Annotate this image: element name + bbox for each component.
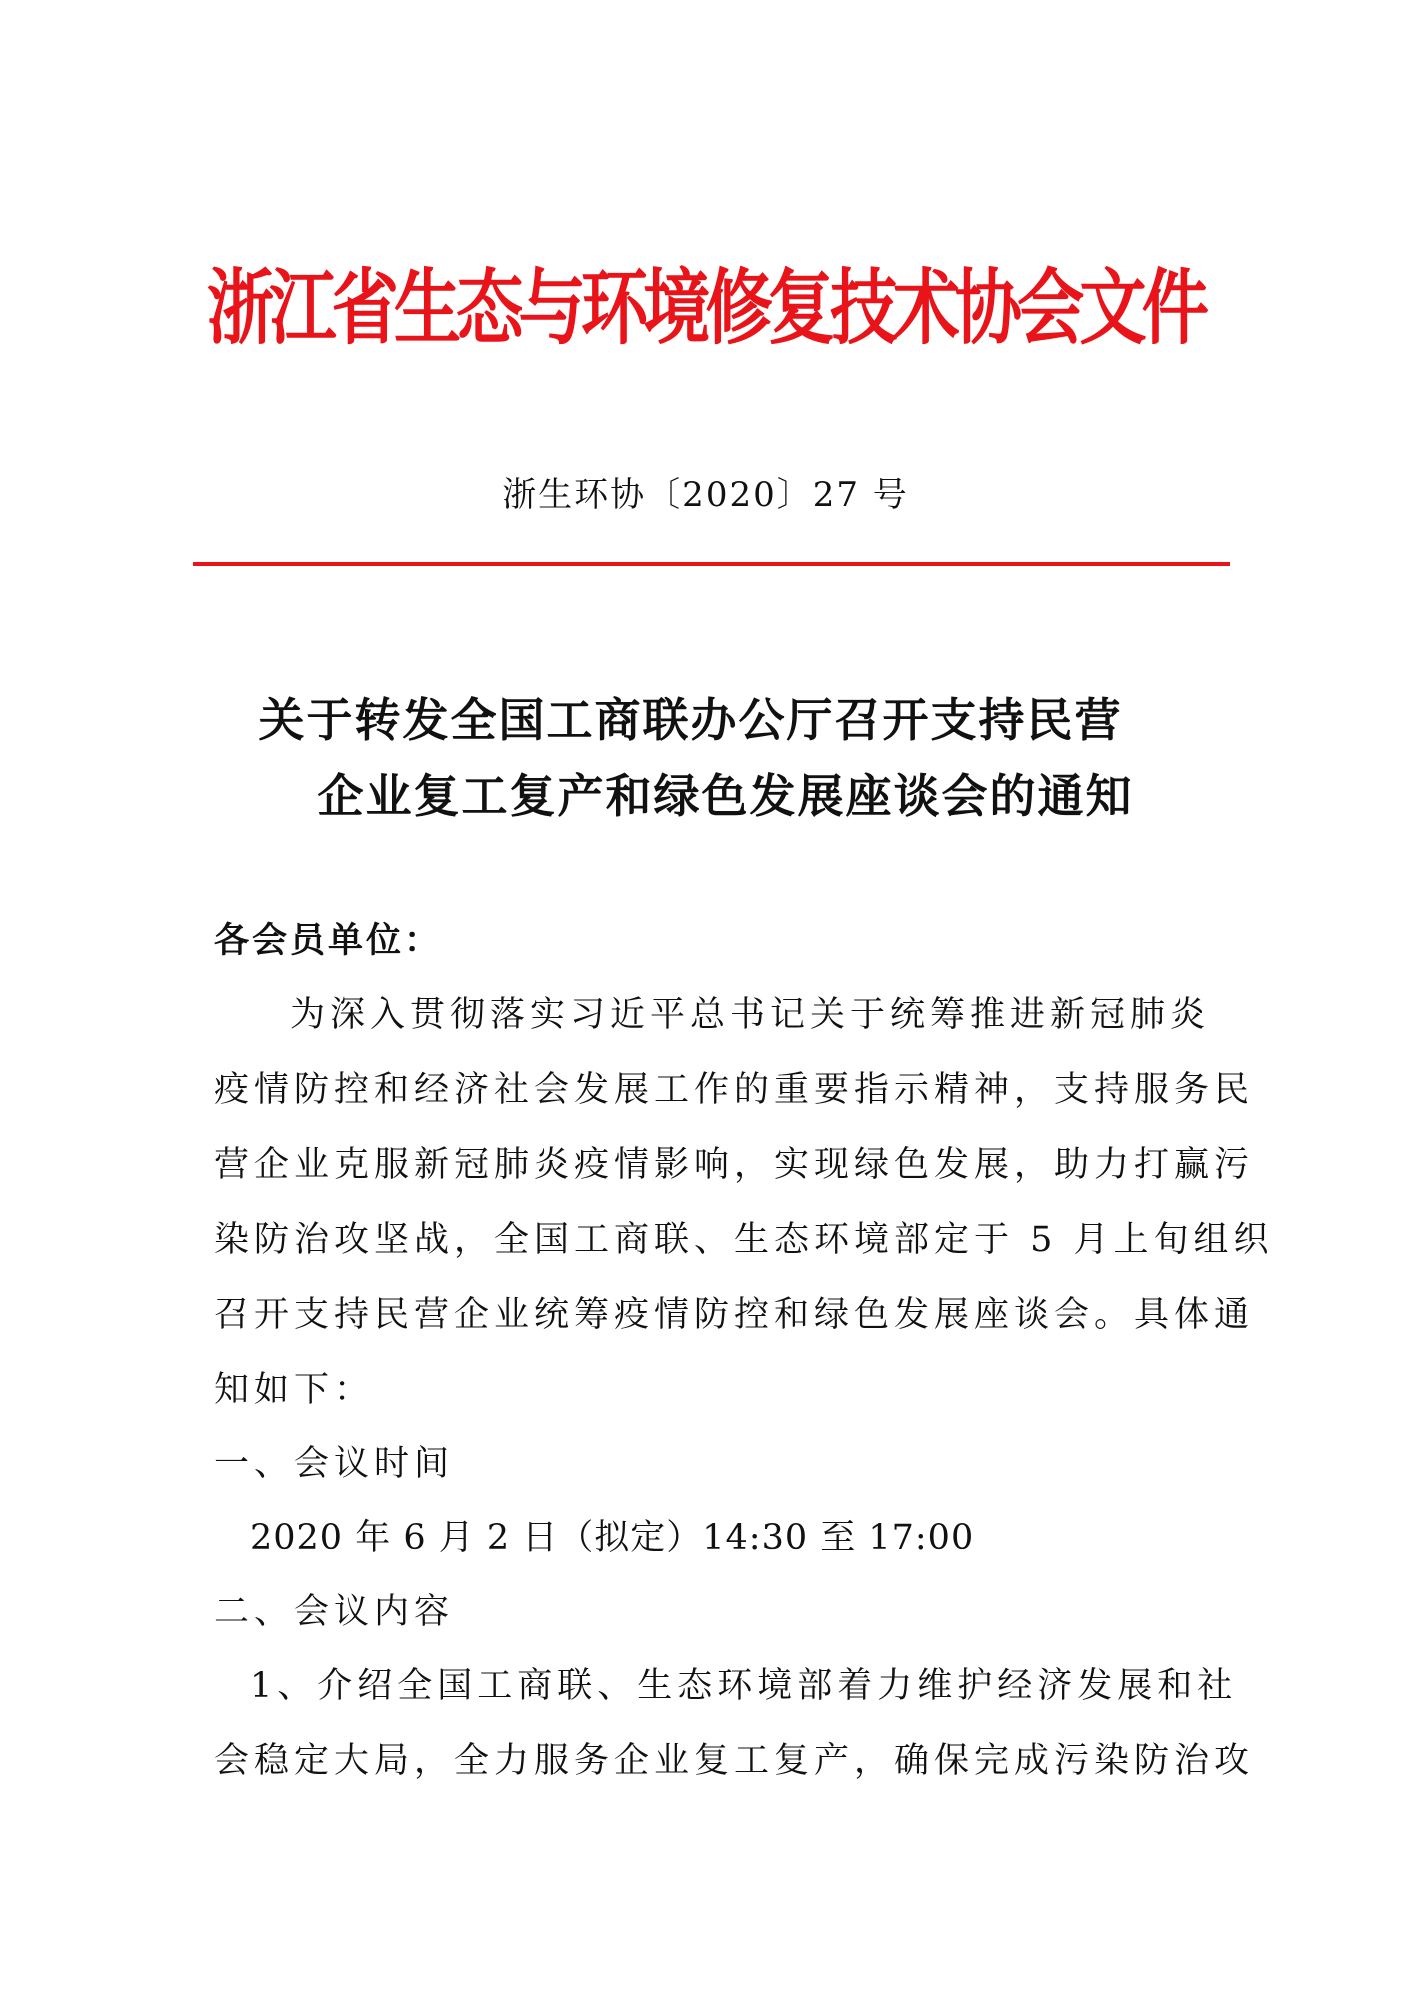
- section-2-item-line: 会稳定大局，全力服务企业复工复产，确保完成污染防治攻: [214, 1741, 1255, 1781]
- section-2-item-line: 1、介绍全国工商联、生态环境部着力维护经济发展和社: [250, 1666, 1238, 1706]
- paragraph-line: 疫情防控和经济社会发展工作的重要指示精神，支持服务民: [214, 1070, 1255, 1110]
- salutation: 各会员单位：: [214, 921, 443, 961]
- red-separator-line: [193, 562, 1230, 566]
- notice-title-line-1: 关于转发全国工商联办公厅召开支持民营: [258, 693, 1123, 747]
- paragraph-line: 为深入贯彻落实习近平总书记关于统筹推进新冠肺炎: [290, 995, 1211, 1035]
- section-1-heading: 一、会议时间: [214, 1444, 455, 1484]
- paragraph-line: 染防治攻坚战，全国工商联、生态环境部定于 5 月上旬组织: [214, 1220, 1274, 1260]
- meeting-time: 2020 年 6 月 2 日（拟定）14:30 至 17:00: [250, 1518, 975, 1558]
- section-2-heading: 二、会议内容: [214, 1592, 455, 1632]
- document-number: 浙生环协〔2020〕27 号: [502, 475, 909, 515]
- paragraph-line: 召开支持民营企业统筹疫情防控和绿色发展座谈会。具体通: [214, 1295, 1255, 1335]
- paragraph-line: 知如下：: [214, 1370, 375, 1410]
- organization-header-title: 浙江省生态与环境修复技术协会文件: [206, 261, 1205, 356]
- notice-title-line-2: 企业复工复产和绿色发展座谈会的通知: [317, 769, 1134, 823]
- paragraph-line: 营企业克服新冠肺炎疫情影响，实现绿色发展，助力打赢污: [214, 1145, 1255, 1185]
